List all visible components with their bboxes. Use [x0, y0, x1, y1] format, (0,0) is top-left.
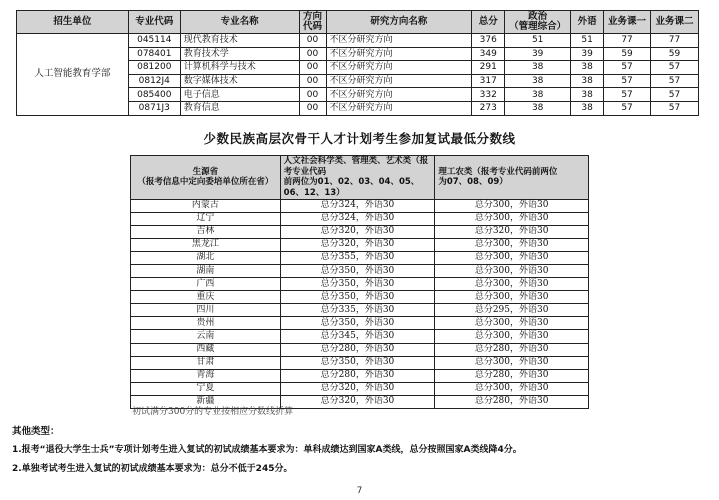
course-2-score-cell: 57	[651, 61, 699, 75]
admission-score-table	[16, 10, 699, 116]
table-row	[131, 278, 589, 291]
science-score-cell: 总分300，外语30	[435, 199, 589, 212]
science-score-cell: 总分300，外语30	[435, 251, 589, 264]
humanities-score-cell: 总分324，外语30	[280, 199, 435, 212]
major-name-cell: 教育信息	[180, 101, 299, 115]
province-cell: 黑龙江	[131, 238, 281, 251]
major-code-cell: 045114	[128, 34, 180, 48]
table-row	[131, 356, 589, 369]
header-course-1: 业务课一	[604, 11, 651, 34]
humanities-score-cell: 总分320，外语30	[280, 382, 435, 395]
direction-code-cell: 00	[299, 61, 326, 75]
province-cell: 辽宁	[131, 212, 281, 225]
header-source-province: 生源省 （报考信息中定向委培单位所在省）	[131, 156, 281, 200]
table-row	[131, 382, 589, 395]
course-2-score-cell: 57	[651, 74, 699, 88]
major-name-cell: 现代教育技术	[180, 34, 299, 48]
politics-score-cell: 39	[505, 47, 571, 61]
province-cell: 内蒙古	[131, 199, 281, 212]
direction-code-cell: 00	[299, 101, 326, 115]
course-2-score-cell: 57	[651, 101, 699, 115]
total-score-cell: 291	[472, 61, 505, 75]
other-types-heading: 其他类型：	[12, 426, 60, 437]
header-politics: 政治 （管理综合）	[505, 11, 571, 34]
province-cell: 云南	[131, 330, 281, 343]
minority-footnote: 初试满分300分的专业按相应分数线折算	[132, 407, 294, 417]
major-code-cell: 0812J4	[128, 74, 180, 88]
politics-score-cell: 38	[505, 88, 571, 102]
humanities-score-cell: 总分350，外语30	[280, 291, 435, 304]
table-row	[131, 264, 589, 277]
province-cell: 青海	[131, 369, 281, 382]
direction-name-cell: 不区分研究方向	[326, 74, 472, 88]
major-code-cell: 081200	[128, 61, 180, 75]
province-cell: 湖南	[131, 264, 281, 277]
language-score-cell: 38	[571, 61, 604, 75]
header-major-code: 专业代码	[128, 11, 180, 34]
humanities-score-cell: 总分320，外语30	[280, 225, 435, 238]
minority-section-title: 少数民族高层次骨干人才计划考生参加复试最低分数线	[203, 131, 516, 146]
header-total: 总分	[472, 11, 505, 34]
total-score-cell: 273	[472, 101, 505, 115]
direction-name-cell: 不区分研究方向	[326, 34, 472, 48]
province-cell: 新疆	[131, 395, 281, 408]
politics-score-cell: 38	[505, 61, 571, 75]
minority-header-row	[131, 156, 589, 200]
province-cell: 四川	[131, 304, 281, 317]
direction-code-cell: 00	[299, 34, 326, 48]
science-score-cell: 总分280，外语30	[435, 343, 589, 356]
direction-name-cell: 不区分研究方向	[326, 88, 472, 102]
note-independent-exam: 2.单独考试考生进入复试的初试成绩基本要求为：总分不低于245分。	[12, 464, 293, 474]
header-foreign-language: 外语	[571, 11, 604, 34]
science-score-cell: 总分300，外语30	[435, 264, 589, 277]
major-name-cell: 计算机科学与技术	[180, 61, 299, 75]
unit-name-cell: 人工智能教育学部	[17, 34, 129, 116]
science-score-cell: 总分280，外语30	[435, 369, 589, 382]
major-code-cell: 0871J3	[128, 101, 180, 115]
table-row	[131, 317, 589, 330]
major-name-cell: 教育技术学	[180, 47, 299, 61]
table-row	[131, 291, 589, 304]
course-2-score-cell: 77	[651, 34, 699, 48]
direction-name-cell: 不区分研究方向	[326, 47, 472, 61]
course-1-score-cell: 57	[604, 101, 651, 115]
table-row	[131, 199, 589, 212]
humanities-score-cell: 总分350，外语30	[280, 317, 435, 330]
header-humanities: 人文社会科学类、管理类、艺术类（报考专业代码 前两位为01、02、03、04、05、06、12、13）	[280, 156, 435, 200]
direction-name-cell: 不区分研究方向	[326, 101, 472, 115]
province-cell: 重庆	[131, 291, 281, 304]
language-score-cell: 38	[571, 74, 604, 88]
province-cell: 广西	[131, 278, 281, 291]
science-score-cell: 总分300，外语30	[435, 291, 589, 304]
course-1-score-cell: 59	[604, 47, 651, 61]
table-header-row	[17, 11, 699, 34]
humanities-score-cell: 总分355，外语30	[280, 251, 435, 264]
humanities-score-cell: 总分320，外语30	[280, 238, 435, 251]
science-score-cell: 总分300，外语30	[435, 278, 589, 291]
note-veteran-students: 1.报考“退役大学生士兵”专项计划考生进入复试的初试成绩基本要求为：单科成绩达到国家A类线，总分按照国家A类线降4分。	[12, 445, 522, 455]
language-score-cell: 39	[571, 47, 604, 61]
header-science-engineering: 理工农类（报考专业代码前两位 为07、08、09）	[435, 156, 589, 200]
table-row	[131, 251, 589, 264]
humanities-score-cell: 总分350，外语30	[280, 356, 435, 369]
direction-code-cell: 00	[299, 47, 326, 61]
province-cell: 吉林	[131, 225, 281, 238]
total-score-cell: 332	[472, 88, 505, 102]
province-cell: 西藏	[131, 343, 281, 356]
direction-name-cell: 不区分研究方向	[326, 61, 472, 75]
science-score-cell: 总分320，外语30	[435, 225, 589, 238]
header-direction-name: 研究方向名称	[326, 11, 472, 34]
politics-score-cell: 38	[505, 101, 571, 115]
total-score-cell: 349	[472, 47, 505, 61]
table-row	[131, 304, 589, 317]
science-score-cell: 总分300，外语30	[435, 317, 589, 330]
table-row	[131, 330, 589, 343]
course-1-score-cell: 57	[604, 88, 651, 102]
humanities-score-cell: 总分350，外语30	[280, 278, 435, 291]
table-row	[17, 34, 699, 48]
science-score-cell: 总分300，外语30	[435, 382, 589, 395]
header-unit: 招生单位	[17, 11, 129, 34]
humanities-score-cell: 总分320，外语30	[280, 395, 435, 408]
header-major-name: 专业名称	[180, 11, 299, 34]
humanities-score-cell: 总分280，外语30	[280, 343, 435, 356]
total-score-cell: 317	[472, 74, 505, 88]
page-number: 7	[356, 486, 363, 496]
major-name-cell: 电子信息	[180, 88, 299, 102]
language-score-cell: 38	[571, 101, 604, 115]
science-score-cell: 总分280，外语30	[435, 395, 589, 408]
course-1-score-cell: 77	[604, 34, 651, 48]
table-row	[131, 343, 589, 356]
direction-code-cell: 00	[299, 74, 326, 88]
course-2-score-cell: 59	[651, 47, 699, 61]
header-direction-code: 方向 代码	[299, 11, 326, 34]
table-row	[131, 225, 589, 238]
major-code-cell: 078401	[128, 47, 180, 61]
politics-score-cell: 38	[505, 74, 571, 88]
humanities-score-cell: 总分345，外语30	[280, 330, 435, 343]
major-code-cell: 085400	[128, 88, 180, 102]
direction-code-cell: 00	[299, 88, 326, 102]
minority-score-table	[130, 155, 589, 409]
humanities-score-cell: 总分350，外语30	[280, 264, 435, 277]
language-score-cell: 51	[571, 34, 604, 48]
province-cell: 宁夏	[131, 382, 281, 395]
science-score-cell: 总分300，外语30	[435, 238, 589, 251]
humanities-score-cell: 总分335，外语30	[280, 304, 435, 317]
province-cell: 甘肃	[131, 356, 281, 369]
province-cell: 贵州	[131, 317, 281, 330]
science-score-cell: 总分300，外语30	[435, 212, 589, 225]
province-cell: 湖北	[131, 251, 281, 264]
humanities-score-cell: 总分324，外语30	[280, 212, 435, 225]
total-score-cell: 376	[472, 34, 505, 48]
language-score-cell: 38	[571, 88, 604, 102]
header-course-2: 业务课二	[651, 11, 699, 34]
science-score-cell: 总分295，外语30	[435, 304, 589, 317]
table-row	[131, 212, 589, 225]
science-score-cell: 总分300，外语30	[435, 330, 589, 343]
science-score-cell: 总分300，外语30	[435, 356, 589, 369]
humanities-score-cell: 总分280，外语30	[280, 369, 435, 382]
politics-score-cell: 51	[505, 34, 571, 48]
course-1-score-cell: 57	[604, 74, 651, 88]
table-row	[131, 369, 589, 382]
table-row	[131, 238, 589, 251]
course-2-score-cell: 57	[651, 88, 699, 102]
course-1-score-cell: 57	[604, 61, 651, 75]
major-name-cell: 数字媒体技术	[180, 74, 299, 88]
